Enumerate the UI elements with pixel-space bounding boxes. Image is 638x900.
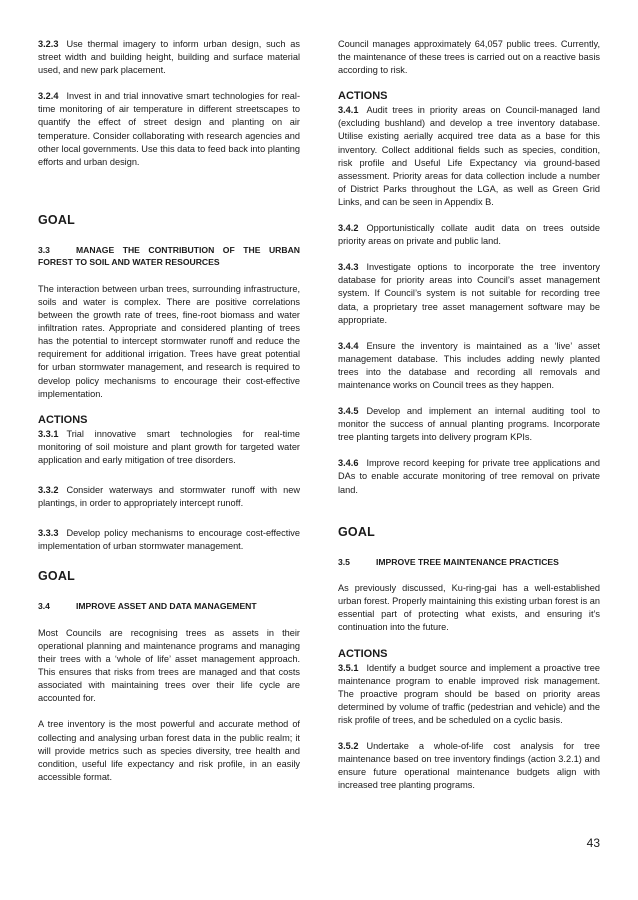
action-3-5-1	[338, 662, 600, 727]
action-3-4-6	[338, 457, 600, 496]
action-text: Use thermal imagery to inform urban design, such as street width and building height, building and surface material used, and new park placement.	[38, 39, 300, 76]
action-number: 3.4.6	[338, 458, 359, 469]
goal-heading: GOAL	[38, 212, 75, 227]
actions-heading: ACTIONS	[38, 413, 88, 426]
action-number: 3.5.1	[338, 662, 359, 673]
action-3-4-1	[338, 104, 600, 209]
section-title: IMPROVE TREE MAINTENANCE PRACTICES	[376, 556, 559, 567]
action-text: Invest in and trial innovative smart technologies for real-time monitoring of air temperature in different streetscapes to quantify the effect of street design and planting on air temperature. Consider collaborating with research agencies and other local governments. Use this data to feed back into planting efforts and urban design.	[38, 91, 300, 167]
right-column	[338, 38, 600, 805]
action-text: Identify a budget source and implement a proactive tree maintenance program to enable improved risk management. The proactive program should be based on priority areas determined by volume of traffic (pedestrian and vehicle) and the risk profile of trees, and be scheduled on a cyclic basis.	[338, 662, 600, 725]
action-text: Develop and implement an internal auditing tool to monitor the success of annual planting programs. Incorporate tree planting targets into delivery program KPIs.	[338, 406, 600, 443]
action-number: 3.2.3	[38, 39, 59, 49]
intro-continuation: Council manages approximately 64,057 public trees. Currently, the maintenance of these trees is carried out on a reactive basis according to risk.	[338, 39, 600, 76]
actions-heading: ACTIONS	[338, 647, 388, 660]
action-text: Trial innovative smart technologies for real-time monitoring of soil moisture and plant growth for targeted water application and early mitigation of tree disorders.	[38, 428, 300, 465]
action-3-3-1	[38, 428, 300, 467]
action-text: Investigate options to incorporate the tree inventory database for priority areas into Council’s asset management system. If Council’s system is not suitable for recording tree data, a proprietary tree asset management software may be appropriate.	[338, 262, 600, 325]
intro-paragraph: Most Councils are recognising trees as assets in their operational planning and maintenance programs and managing their trees with a ‘whole of life’ asset management approach. This ensures that risks from trees are managed and that costs associated with maintaining trees over their life cycle are accounted for.	[38, 627, 300, 704]
action-text: Opportunistically collate audit data on trees outside priority areas on private and public land.	[338, 223, 600, 247]
action-3-3-3	[38, 527, 300, 553]
action-3-2-3	[38, 38, 300, 77]
action-number: 3.3.2	[38, 484, 59, 495]
action-number: 3.4.2	[338, 223, 359, 234]
action-3-2-4	[38, 90, 300, 169]
section-number: 3.4	[38, 601, 50, 612]
action-number: 3.4.4	[338, 340, 359, 351]
action-3-3-2	[38, 484, 300, 510]
actions-heading: ACTIONS	[338, 90, 388, 103]
page-number: 43	[586, 836, 600, 850]
action-text: Improve record keeping for private tree applications and DAs to enable accurate monitoring of tree removal on private land.	[338, 458, 600, 495]
left-column	[38, 38, 300, 797]
action-number: 3.5.2	[338, 740, 359, 751]
action-text: Undertake a whole-of-life cost analysis for tree maintenance based on tree inventory findings (action 3.2.1) and ensure future operational maintenance budgets align with increased tree planting programs.	[338, 740, 600, 791]
action-3-4-2	[338, 222, 600, 248]
section-heading-3-3	[38, 244, 300, 269]
section-title: IMPROVE ASSET AND DATA MANAGEMENT	[76, 601, 257, 612]
section-title: MANAGE THE CONTRIBUTION OF THE URBAN FOREST TO SOIL AND WATER RESOURCES	[38, 244, 300, 268]
section-heading-3-4	[38, 600, 300, 613]
goal-heading: GOAL	[38, 569, 75, 584]
intro-paragraph: The interaction between urban trees, surrounding infrastructure, soils and water is complex. There are positive correlations between the growth rate of trees, fine-root biomass and water infiltration rates. Appropriate and considered planting of trees has the potential to intercept stormwater runoff and reduce the requirement for additional irrigation. Trees have great potential for urban stormwater management, and research is required to develop policy mechanisms to encourage their cost-effective implementation.	[38, 283, 300, 399]
action-number: 3.2.4	[38, 91, 59, 102]
section-number: 3.3	[38, 244, 50, 255]
action-text: Ensure the inventory is maintained as a ‘live’ asset management database. This includes adding newly planted trees into the database and recording all removals and maintenance works on Council trees as they happen.	[338, 340, 600, 390]
intro-paragraph: As previously discussed, Ku-ring-gai has a well-established urban forest. Properly maintaining this existing urban forest is an essential part of protecting what exists, and ensuring it’s continuation into the future.	[338, 583, 600, 633]
action-text: Develop policy mechanisms to encourage cost-effective implementation of urban stormwater management.	[38, 528, 300, 552]
action-text: Consider waterways and stormwater runoff with new plantings, in order to appropriately intercept runoff.	[38, 484, 300, 509]
action-3-4-4	[338, 340, 600, 392]
action-number: 3.4.3	[338, 262, 359, 273]
intro-paragraph: A tree inventory is the most powerful and accurate method of collecting and analysing urban forest data in the public realm; it will provide metrics such as species diversity, tree health and condition, useful life expectancy and risk profile, in an easily accessible format.	[38, 719, 300, 782]
action-number: 3.3.3	[38, 528, 59, 539]
action-3-4-3	[338, 261, 600, 326]
action-text: Audit trees in priority areas on Council-managed land (excluding bushland) and develop a tree inventory database. Utilise existing aerially acquired tree data as a base for this inventory. Collect additional fields such as species, condition, risk profile and Useful Life Expectancy via ground-based assessment. Priority areas for data collection include a number of District Parks throughout the LGA, as well as Green Grid Links, and can be seen in Appendix B.	[338, 105, 600, 207]
section-heading-3-5	[338, 556, 600, 569]
action-number: 3.4.1	[338, 105, 359, 116]
section-number: 3.5	[338, 556, 350, 567]
action-number: 3.4.5	[338, 406, 359, 417]
action-3-4-5	[338, 405, 600, 444]
action-number: 3.3.1	[38, 428, 59, 439]
action-3-5-2	[338, 740, 600, 792]
goal-heading: GOAL	[338, 524, 375, 539]
